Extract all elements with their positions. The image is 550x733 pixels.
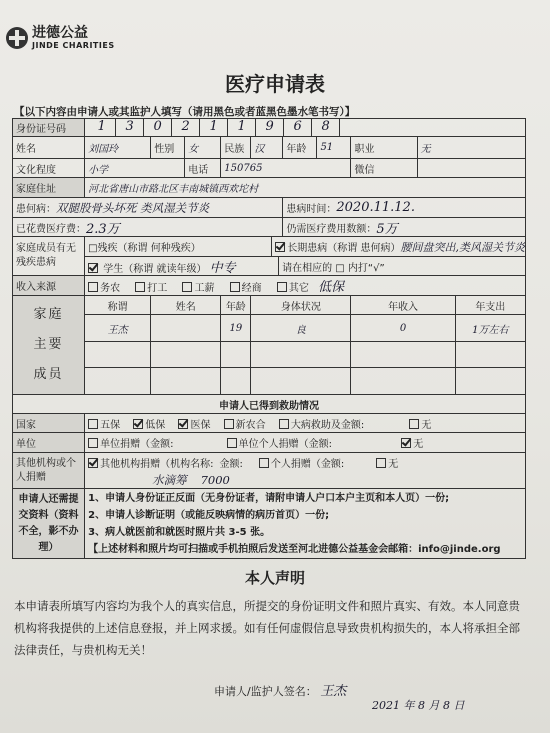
income-opt-business[interactable] [230, 283, 262, 294]
other-opt-label: 个人捐赠（金额: [270, 459, 345, 470]
fam-col-title: 称谓 [85, 296, 151, 315]
income-opt-farm[interactable] [88, 283, 120, 294]
diag-block [283, 198, 526, 237]
checkbox-icon[interactable] [88, 438, 98, 448]
nation-options [85, 414, 526, 433]
application-form [12, 118, 526, 559]
date-field[interactable]: 2021 年 8 月 8 日 [372, 699, 465, 712]
nation-opt-label: 低保 [145, 419, 166, 431]
id-digit: 1 [228, 119, 256, 136]
fam-col-age: 年龄 [221, 296, 251, 315]
fam-name-cell[interactable] [151, 315, 221, 342]
fam-empty-cell[interactable] [85, 368, 151, 395]
long-illness-label: 长期患病（称谓 患何病） [287, 243, 401, 254]
other-row [88, 454, 522, 472]
disabled-row-1 [85, 237, 525, 257]
disease-block [13, 198, 283, 237]
student-field[interactable]: 中专 [209, 260, 236, 276]
income-opt-label: 经商 [241, 283, 262, 294]
checkbox-icon[interactable] [224, 419, 234, 429]
label-wechat: 微信 [351, 159, 417, 178]
label-diag-time: 患病时间： [286, 204, 337, 215]
label-id: 身份证号码 [13, 119, 85, 137]
disease-row [13, 198, 282, 218]
declaration-title: 本人声明 [244, 569, 305, 587]
org-name-cn: 进德公益 [32, 25, 88, 41]
unit-opt-label: 单位个人捐赠（金额: [238, 439, 333, 450]
fam-empty-cell[interactable] [85, 341, 151, 368]
income-opt-work[interactable] [135, 283, 167, 294]
label-income: 收入来源 [13, 276, 85, 296]
student-option[interactable] [85, 257, 278, 276]
unit-opt-label: 单位捐赠（金额: [100, 439, 174, 450]
checkbox-icon[interactable] [135, 282, 145, 292]
other-written-row [88, 472, 522, 488]
id-number-field[interactable] [85, 119, 526, 137]
fam-empty-cell[interactable] [221, 341, 251, 368]
checkbox-checked-icon[interactable] [133, 419, 143, 429]
phone-field[interactable]: 150765 [221, 159, 351, 178]
age-field[interactable]: 51 [317, 137, 351, 159]
income-opt-salary[interactable] [182, 283, 214, 294]
fill-note: 【以下内容由申请人或其监护人填写（请用黑色或者蓝黑色墨水笔书写）】 [14, 106, 356, 118]
fam-empty-cell[interactable] [151, 368, 221, 395]
signature-field[interactable]: 王杰 [320, 684, 347, 699]
label-address: 家庭住址 [13, 178, 85, 198]
provide-item: 3、病人就医前和就医时照片共 3-5 张。 [88, 526, 271, 538]
nation-opt-dibao[interactable] [133, 420, 165, 431]
fam-title-cell[interactable]: 王杰 [85, 315, 151, 342]
label-disabled: 家庭成员有无残疾患病 [13, 237, 85, 276]
income-opt-label: 打工 [147, 283, 168, 294]
checkbox-icon[interactable] [409, 419, 419, 429]
id-digit: 9 [256, 119, 284, 136]
label-cost-need: 仍需医疗费用数额： [286, 223, 377, 235]
checkbox-icon[interactable] [376, 458, 386, 468]
id-digit: 1 [88, 119, 116, 136]
income-opt-label: 工薪 [194, 283, 215, 294]
id-digit: 0 [144, 119, 172, 136]
student-label: 学生（称谓 就读年级） [103, 263, 207, 275]
label-ethnic: 民族 [221, 137, 251, 159]
income-opt-other[interactable] [277, 283, 309, 294]
cross-logo-icon [6, 27, 28, 49]
nation-opt-yibao[interactable] [178, 420, 210, 431]
unit-opt-none[interactable] [401, 439, 423, 450]
label-name: 姓名 [13, 137, 85, 159]
nation-opt-label: 五保 [100, 419, 121, 431]
nation-opt-label: 大病救助及金额: [290, 419, 365, 431]
fam-col-income: 年收入 [351, 296, 455, 315]
fam-col-expense: 年支出 [455, 296, 525, 315]
other-opt-org[interactable] [88, 455, 213, 470]
nation-opt-wubao[interactable] [88, 420, 120, 431]
provide-item: 【上述材料和照片均可扫描或手机拍照后发送至河北进德公益基金会邮箱：info@jinde.org [88, 543, 501, 555]
signature-label: 申请人/监护人签名： [214, 685, 317, 698]
label-nation: 国家 [13, 414, 85, 433]
id-digit: 1 [200, 119, 228, 136]
checkbox-icon[interactable] [227, 438, 237, 448]
disabled-option[interactable]: □残疾（称谓 何种残疾） [88, 243, 201, 254]
nation-opt-none[interactable] [409, 420, 431, 431]
other-opt-label: 无 [388, 459, 399, 470]
other-amount-field[interactable]: 7000 [200, 472, 230, 487]
other-org-field[interactable]: 水滴筹 [152, 472, 187, 487]
checkbox-checked-icon[interactable] [275, 242, 285, 252]
other-options [85, 453, 526, 489]
disabled-block [85, 237, 526, 276]
income-opt-label: 其它 [288, 283, 309, 294]
provide-item: 2、申请人诊断证明（或能反映病情的病历首页）一份; [88, 509, 330, 521]
fam-health-cell[interactable]: 良 [251, 315, 351, 342]
id-digits [88, 119, 522, 136]
address-field[interactable]: 河北省唐山市路北区丰南城镇西欢坨村 [85, 178, 526, 198]
edu-field[interactable]: 小学 [85, 159, 185, 178]
gender-field[interactable]: 女 [185, 137, 221, 159]
id-digit: 3 [116, 119, 144, 136]
id-digit: 6 [284, 119, 312, 136]
income-other-field[interactable]: 低保 [318, 280, 345, 295]
cost-need-field[interactable]: 5万 [376, 221, 398, 237]
long-illness-option[interactable] [271, 237, 525, 256]
income-options [85, 276, 526, 296]
unit-options [85, 433, 526, 453]
label-family: 家庭主要成员 [13, 296, 85, 395]
nation-opt-label: 医保 [190, 419, 211, 431]
checkbox-checked-icon[interactable] [88, 458, 98, 468]
unit-opt-personal[interactable] [227, 439, 332, 450]
income-opt-label: 务农 [100, 283, 121, 294]
fam-expense-cell[interactable]: 1万左右 [455, 315, 525, 342]
label-provide: 申请人还需提交资料（资料不全，影不办理） [13, 489, 85, 559]
other-opt-personal[interactable] [259, 455, 344, 470]
label-gender: 性别 [151, 137, 185, 159]
checkbox-icon[interactable] [259, 458, 269, 468]
label-age: 年龄 [283, 137, 317, 159]
label-phone: 电话 [185, 159, 221, 178]
long-illness-field[interactable]: 腰间盘突出,类风湿关节炎 [400, 240, 525, 254]
cost-spent-field[interactable]: 2.3万 [86, 221, 120, 237]
fam-empty-cell[interactable] [351, 341, 455, 368]
fam-col-health: 身体状况 [251, 296, 351, 315]
checkbox-icon[interactable] [277, 282, 287, 292]
other-amount-label: 金额: [219, 459, 243, 470]
cost-spent-row [13, 218, 282, 236]
fam-empty-cell[interactable] [351, 368, 455, 395]
id-digit: 8 [312, 119, 340, 136]
label-edu: 文化程度 [13, 159, 85, 178]
checkbox-checked-icon[interactable] [401, 438, 411, 448]
label-cost-spent: 已花费医疗费： [16, 223, 86, 235]
fam-empty-cell[interactable] [221, 368, 251, 395]
org-name-en: JINDE CHARITIES [32, 41, 115, 50]
unit-opt-label: 无 [413, 439, 424, 450]
ethnic-field[interactable]: 汉 [251, 137, 283, 159]
diag-time-row [283, 198, 525, 218]
other-opt-label: 其他机构捐赠（机构名称: [100, 459, 214, 470]
check-instruction: 请在相应的 □ 内打“√” [278, 257, 385, 275]
fam-empty-cell[interactable] [251, 341, 351, 368]
wechat-field[interactable] [417, 159, 525, 178]
checkbox-icon[interactable] [182, 282, 192, 292]
checkbox-checked-icon[interactable] [178, 419, 188, 429]
disease-field[interactable]: 双腿股骨头坏死 类风湿关节炎 [56, 200, 210, 215]
signature-row [214, 680, 346, 699]
nation-opt-xinnonghe[interactable] [224, 420, 266, 431]
nation-opt-label: 无 [421, 419, 432, 431]
checkbox-icon[interactable] [279, 419, 289, 429]
id-digit: 2 [172, 119, 200, 136]
label-disease: 患何病： [16, 204, 56, 215]
unit-opt-donation[interactable] [88, 439, 173, 450]
label-job: 职业 [351, 137, 417, 159]
fam-income-cell[interactable]: 0 [351, 315, 455, 342]
name-field[interactable]: 刘国玲 [85, 137, 151, 159]
disabled-row-2 [85, 257, 525, 275]
provide-list [85, 489, 526, 559]
other-opt-none[interactable] [376, 455, 398, 470]
aid-title: 申请人已得到救助情况 [13, 395, 526, 414]
fam-empty-cell[interactable] [251, 368, 351, 395]
label-other: 其他机构或个人捐赠 [13, 453, 85, 489]
fam-age-cell[interactable]: 19 [221, 315, 251, 342]
checkbox-icon[interactable] [88, 282, 98, 292]
cost-need-row [283, 218, 525, 236]
logo [6, 26, 115, 50]
fam-col-name: 姓名 [151, 296, 221, 315]
diag-time-field[interactable]: 2020.11.12. [336, 200, 415, 215]
provide-item: 1、申请人身份证正反面（无身份证者，请附申请人户口本户主页和本人页）一份; [88, 492, 450, 504]
checkbox-checked-icon[interactable] [88, 263, 98, 273]
form-title: 医疗申请表 [225, 72, 325, 96]
declaration-text: 本申请表所填写内容均为我个人的真实信息，所提交的身份证明文件和照片真实、有效。本人同意贵机构将我提供的上述信息登报，并上网求援。如有任何虚假信息导致贵机构损失的，本人将承担全部法律责任，与贵机构无关！ [14, 599, 520, 657]
job-field[interactable]: 无 [417, 137, 525, 159]
fam-empty-cell[interactable] [455, 341, 525, 368]
label-unit: 单位 [13, 433, 85, 453]
nation-opt-label: 新农合 [235, 419, 266, 431]
nation-opt-dabing[interactable] [279, 420, 364, 431]
fam-empty-cell[interactable] [151, 341, 221, 368]
fam-empty-cell[interactable] [455, 368, 525, 395]
checkbox-icon[interactable] [230, 282, 240, 292]
checkbox-icon[interactable] [88, 419, 98, 429]
